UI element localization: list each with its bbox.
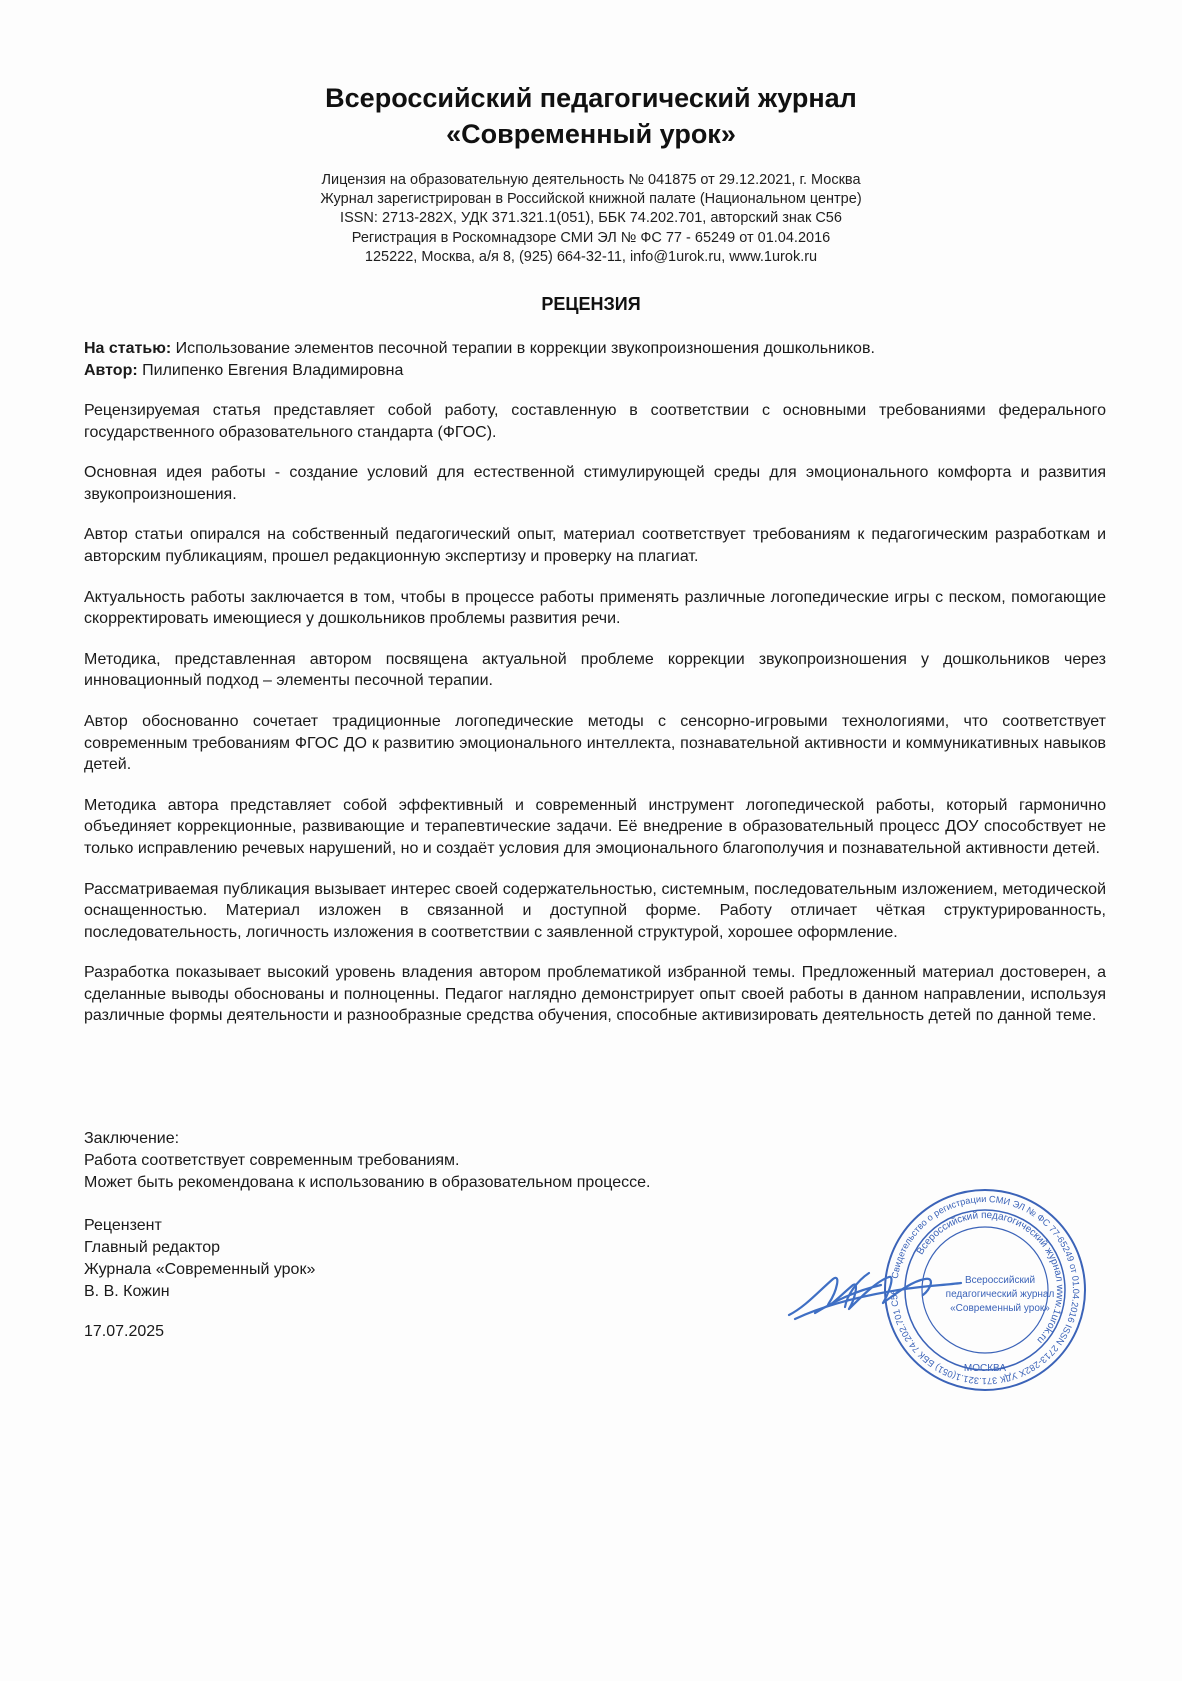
journal-title-line1: Всероссийский педагогический журнал <box>325 83 857 113</box>
review-paragraph: Основная идея работы - создание условий для естественной стимулирующей среды для эмоционального комфорта и развития звукопроизношения. <box>84 464 1106 503</box>
stamp-center-line: Всероссийский <box>964 1275 1036 1286</box>
signer-organization: Журнала «Современный урок» <box>84 1261 316 1278</box>
stamp-inner-ring-text: Всероссийский педагогический журнал www.1urok.ru <box>914 1209 1066 1346</box>
review-paragraph: Автор статьи опирался на собственный педагогический опыт, материал соответствует требованиям к педагогическим разработкам и авторским публикациям, прошел редакционную экспертизу и проверку на плагиат. <box>84 526 1106 565</box>
article-line <box>84 338 1114 360</box>
author-name: Пилипенко Евгения Владимировна <box>142 362 404 379</box>
info-license: Лицензия на образовательную деятельность № 041875 от 29.12.2021, г. Москва <box>321 172 861 188</box>
review-body <box>84 400 1106 1046</box>
signer-name: В. В. Кожин <box>84 1283 170 1300</box>
info-contacts: 125222, Москва, а/я 8, (925) 664-32-11, info@1urok.ru, www.1urok.ru <box>364 248 818 265</box>
author-label: Автор: <box>84 362 138 379</box>
review-paragraph: Актуальность работы заключается в том, чтобы в процессе работы применять различные логопедические игры с песком, помогающие скорректировать имеющиеся у дошкольников проблемы развития речи. <box>84 588 1106 628</box>
article-title: Использование элементов песочной терапии в коррекции звукопроизношения дошкольников. <box>175 340 875 357</box>
review-paragraph: Рассматриваемая публикация вызывает интерес своей содержательностью, системным, последовательным изложением, методической оснащенностью. Материал изложен в связанной и доступной форме. Работу отличает чёткая структурированность, последовательность, логичность изложения в соответствии с заявленной структурой, хорошее оформление. <box>84 880 1106 941</box>
review-paragraph: Автор обоснованно сочетает традиционные логопедические методы с сенсорно-игровыми технологиями, что соответствует современным требованиям ФГОС ДО к развитию эмоционального интеллекта, познавательной активности и коммуникативных навыков детей. <box>84 712 1106 774</box>
review-paragraph: Рецензируемая статья представляет собой работу, составленную в соответствии с основными требованиями федерального государственного образовательного стандарта (ФГОС). <box>84 402 1106 441</box>
handwritten-signature <box>785 1255 975 1335</box>
review-meta <box>84 338 1114 382</box>
info-issn: ISSN: 2713-282X, УДК 371.321.1(051), ББК 74.202.701, авторский знак С56 <box>340 210 842 227</box>
signer-role: Рецензент <box>84 1217 162 1234</box>
signer-block <box>84 1215 315 1303</box>
info-registration: Журнал зарегистрирован в Российской книжной палате (Национальном центре) <box>320 191 862 208</box>
journal-title-line2: «Современный урок» <box>446 119 736 149</box>
article-label: На статью: <box>84 340 172 357</box>
stamp-ring-text: Свидетельство о регистрации СМИ ЭЛ № ФС 77-65249 от 01.04.2016 ISSN 2713-282X УДК 371.321.1(051) ББК 74.202.701 С56 <box>888 1193 1082 1387</box>
conclusion-line: Работа соответствует современным требованиям. <box>84 1152 460 1169</box>
conclusion-block <box>84 1128 650 1194</box>
stamp-center-line: педагогический журнал <box>945 1289 1055 1300</box>
review-heading: РЕЦЕНЗИЯ <box>541 294 641 314</box>
review-paragraph: Разработка показывает высокий уровень владения автором проблематикой избранной темы. Предложенный материал достоверен, а сделанные выводы обоснованы и полноценны. Педагог наглядно демонстрирует опыт своей работы в данном направлении, используя различные формы деятельности и разнообразные средства обучения, способные активизировать деятельность детей по данной теме. <box>84 964 1106 1025</box>
stamp-city: МОСКВА <box>963 1363 1007 1374</box>
journal-title <box>0 80 1182 152</box>
conclusion-line: Может быть рекомендована к использованию в образовательном процессе. <box>84 1174 651 1191</box>
journal-info <box>0 171 1182 267</box>
info-roskomnadzor: Регистрация в Роскомнадзоре СМИ ЭЛ № ФС 77 - 65249 от 01.04.2016 <box>351 229 831 246</box>
review-date: 17.07.2025 <box>84 1323 165 1340</box>
conclusion-label: Заключение: <box>84 1130 180 1147</box>
author-line <box>84 360 1114 382</box>
review-paragraph: Методика автора представляет собой эффективный и современный инструмент логопедической работы, который гармонично объединяет коррекционные, развивающие и терапевтические задачи. Её внедрение в образовательный процесс ДОУ способствует не только исправлению речевых нарушений, но и создаёт условия для эмоционального благополучия и познавательной активности детей. <box>84 796 1106 857</box>
review-paragraph: Методика, представленная автором посвящена актуальной проблеме коррекции звукопроизношения у дошкольников через инновационный подход – элементы песочной терапии. <box>84 650 1106 690</box>
stamp-center-line: «Современный урок» <box>950 1303 1050 1314</box>
signer-position: Главный редактор <box>84 1239 221 1256</box>
